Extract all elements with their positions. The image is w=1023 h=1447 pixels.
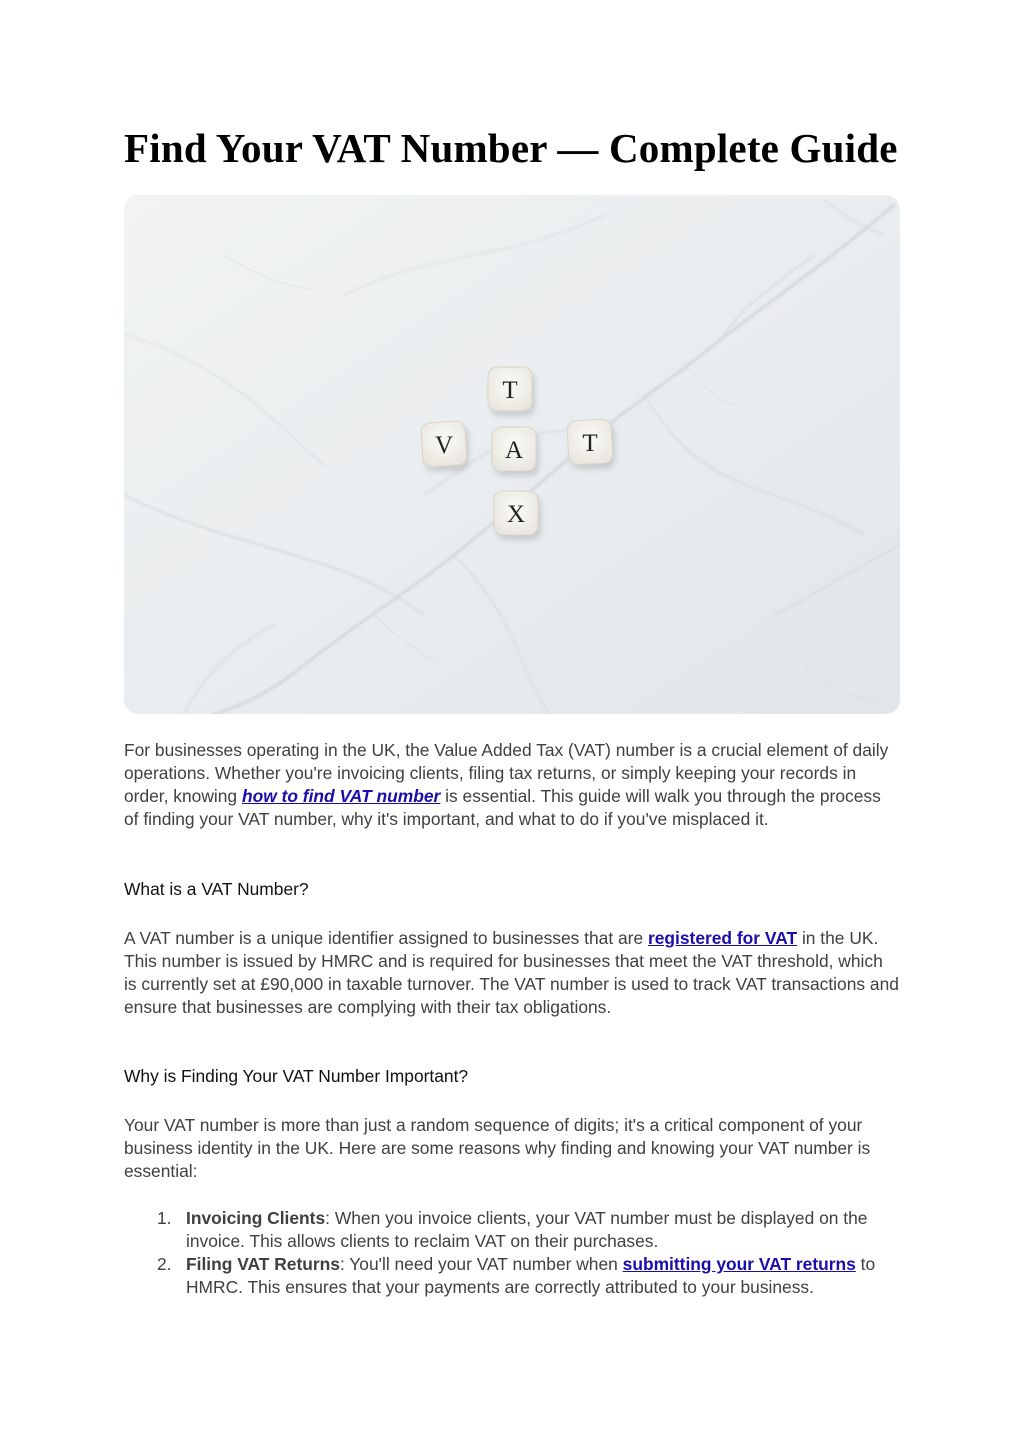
list-item-number: 1. [157,1208,172,1228]
list-item [124,1207,900,1253]
tile-letter-t-top: T [502,377,518,404]
how-to-find-vat-number-link[interactable]: how to find VAT number [241,786,441,806]
definition-text-end: in the UK. This number is issued by HMRC and is required for businesses that meet the VAT threshold, which is currently set at £90,000 in taxable turnover. The VAT number is used to track VAT transactions and ensure that businesses are complying with their tax obligations. [124,928,899,1017]
intro-paragraph [124,739,900,831]
reasons-list [124,1207,900,1299]
intro-text-end: is essential. This guide will walk you through the process of finding your VAT number, why it's important, and what to do if you've misplaced it. [124,786,881,829]
page-title: Find Your VAT Number — Complete Guide [124,125,898,171]
section-heading-what-is-vat: What is a VAT Number? [124,879,309,899]
submitting-vat-returns-link[interactable]: submitting your VAT returns [622,1254,856,1274]
list-item-text-end: to HMRC. This ensures that your payments are correctly attributed to your business. [186,1254,876,1297]
definition-text-start: A VAT number is a unique identifier assigned to businesses that are [124,928,648,948]
list-item-term: Invoicing Clients [186,1208,326,1228]
intro-text-start: For businesses operating in the UK, the Value Added Tax (VAT) number is a crucial element of daily operations. Whether you're invoicing clients, filing tax returns, or simply keeping your records in order, knowing [124,740,889,806]
registered-for-vat-link[interactable]: registered for VAT [647,928,798,948]
list-item-term: Filing VAT Returns [186,1254,340,1274]
list-item [124,1253,900,1299]
list-item-text: : When you invoice clients, your VAT number must be displayed on the invoice. This allows clients to reclaim VAT on their purchases. [186,1208,868,1251]
tile-letter-x: X [506,501,526,528]
list-item-number: 2. [157,1254,172,1274]
tile-letter-v: V [434,432,454,459]
vat-definition-paragraph [124,927,900,1019]
list-item-text-start: : You'll need your VAT number when [339,1254,623,1274]
tile-letter-t-right: T [582,430,598,457]
section-heading-why-important: Why is Finding Your VAT Number Important? [124,1066,469,1086]
hero-image [124,195,900,714]
tile-letter-a: A [504,437,524,464]
importance-paragraph: Your VAT number is more than just a random sequence of digits; it's a critical component of your business identity in the UK. Here are some reasons why finding and knowing your VAT number is essential: [124,1115,871,1181]
